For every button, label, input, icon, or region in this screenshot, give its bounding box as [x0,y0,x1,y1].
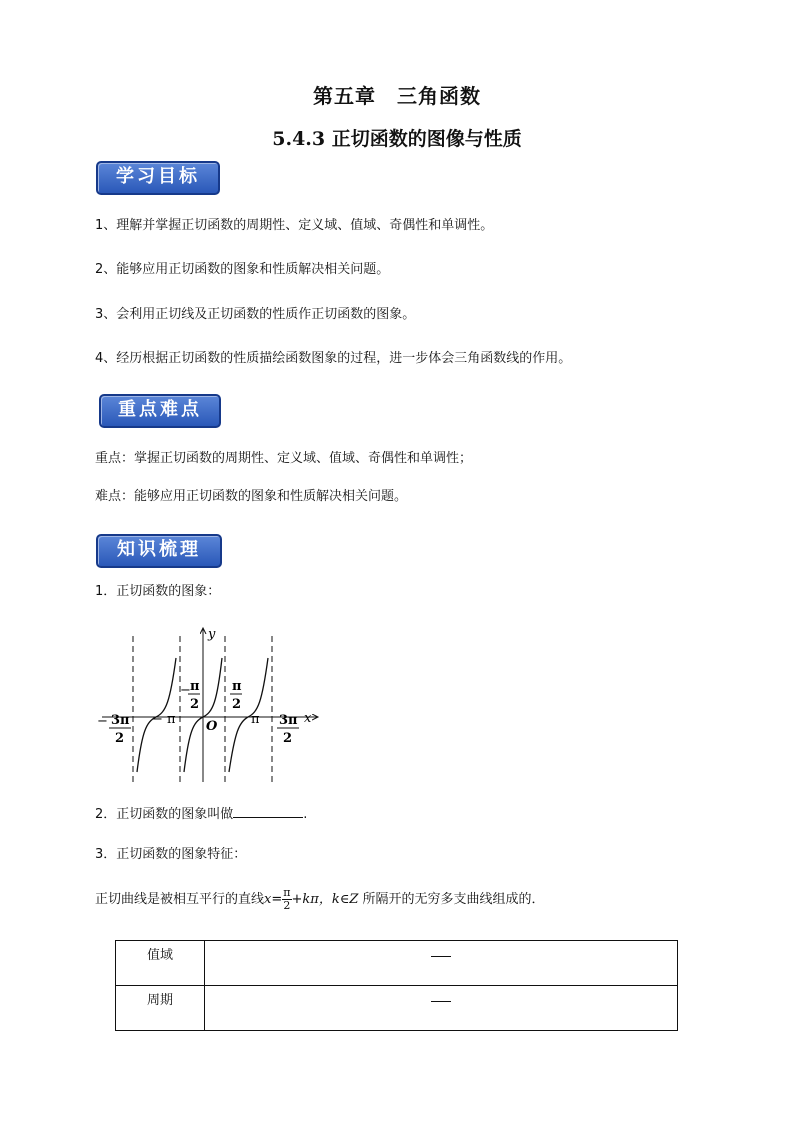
properties-table [115,940,678,1031]
curve-fraction [282,887,291,912]
table-row [116,986,678,1031]
origin-label: O [206,719,218,734]
curve-plus: + [291,892,303,907]
table-row [116,941,678,986]
objective-4: 4、经历根据正切函数的性质描绘函数图象的过程，进一步体会三角函数线的作用。 [95,351,572,366]
section-title: 5.4.3 正切函数的图像与性质 [272,128,522,150]
item2-suffix: . [303,807,308,822]
neg-3pi-2-den: 2 [115,731,125,746]
curve-frac-den: 2 [283,899,291,912]
curve-frac-num: π [283,886,291,899]
tangent-branch-right [229,658,268,772]
badge-key-difficult: 重点难点 [99,394,221,428]
answer-blank-range[interactable] [431,942,451,957]
curve-eq: = [271,892,283,907]
y-axis-label: y [208,627,216,642]
badge-knowledge-review: 知识梳理 [96,534,222,568]
neg-pi-2-sign: − [180,683,191,698]
objective-2: 2、能够应用正切函数的图象和性质解决相关问题。 [95,262,390,277]
knowledge-item-2 [95,805,307,824]
row-key-period: 周期 [116,986,205,1031]
curve-kpi: kπ [302,892,319,907]
difficult-point: 难点：能够应用正切函数的图象和性质解决相关问题。 [95,489,408,504]
knowledge-item-3: 3．正切函数的图象特征： [95,847,247,862]
item2-prefix: 2．正切函数的图象叫做 [95,807,234,822]
pi-2-num: π [232,679,242,694]
3pi-2-den: 2 [283,731,293,746]
curve-k-in-z: ，k∈Z [318,892,359,907]
row-value-period [205,986,678,1031]
answer-blank-period[interactable] [431,987,451,1002]
row-key-range: 值域 [116,941,205,986]
knowledge-item-1: 1．正切函数的图象： [95,584,221,599]
curve-x: x [264,892,272,907]
tangent-graph [96,622,326,786]
row-value-range [205,941,678,986]
objective-3: 3、会利用正切线及正切函数的性质作正切函数的图象。 [95,307,416,322]
pi-label: π [251,712,260,727]
curve-description [95,886,545,914]
badge-learning-objectives: 学习目标 [96,161,220,195]
neg-3pi-2-sign: − [97,714,108,729]
x-axis-label: x [304,711,312,726]
answer-blank-graph-name[interactable] [233,805,303,818]
objective-1: 1、理解并掌握正切函数的周期性、定义域、值域、奇偶性和单调性。 [95,218,494,233]
3pi-2-num: 3π [279,713,298,728]
curve-desc-suffix: 所隔开的无穷多支曲线组成的． [358,892,545,907]
neg-pi-2-num: π [190,679,200,694]
neg-pi-2-den: 2 [190,697,200,712]
key-point: 重点：掌握正切函数的周期性、定义域、值域、奇偶性和单调性； [95,451,473,466]
pi-2-den: 2 [232,697,242,712]
neg-3pi-2-num: 3π [111,713,130,728]
neg-pi-label: − π [152,712,176,727]
curve-desc-prefix: 正切曲线是被相互平行的直线 [95,892,265,907]
chapter-title: 第五章 三角函数 [313,84,481,108]
